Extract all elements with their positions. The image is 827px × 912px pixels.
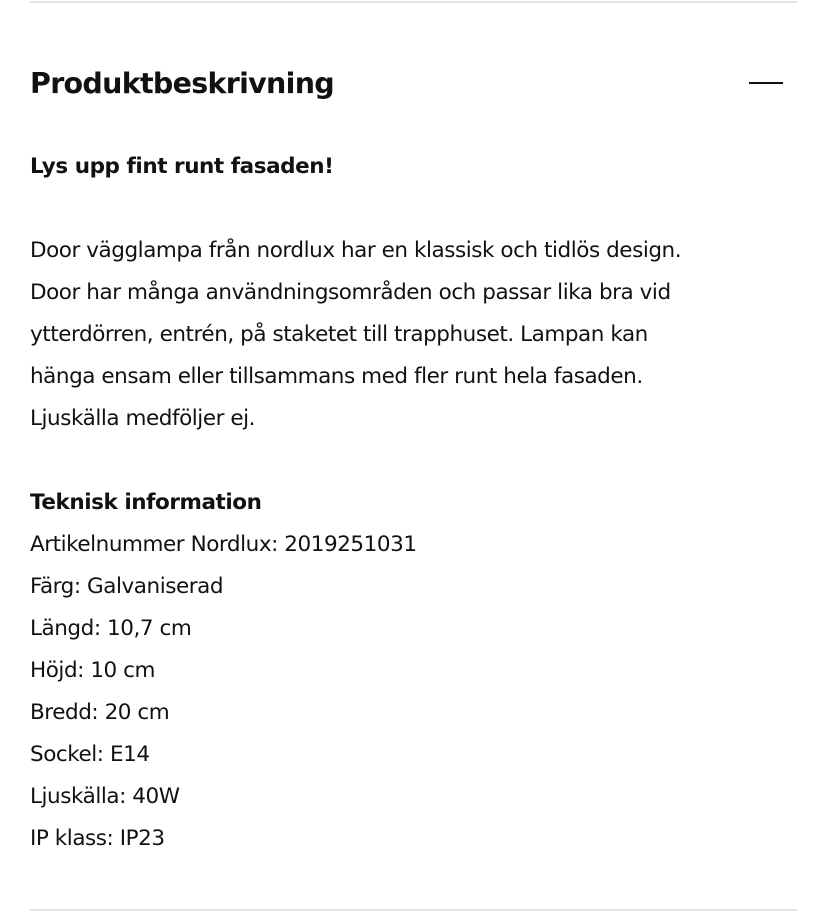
collapse-toggle-button[interactable] <box>748 74 784 94</box>
description-headline: Lys upp fint runt fasaden! <box>30 154 334 179</box>
technical-info-heading: Teknisk information <box>30 490 262 515</box>
paragraph-spacer <box>30 188 797 230</box>
paragraph-spacer <box>30 440 797 482</box>
minus-icon <box>749 82 783 84</box>
description-line: Door vägglampa från nordlux har en klassisk och tidlös design. <box>30 238 682 263</box>
spec-item: Färg: Galvaniserad <box>30 574 224 599</box>
accordion-header[interactable] <box>30 60 797 108</box>
description-line: Door har många användningsområden och passar lika bra vid <box>30 280 671 305</box>
description-line: Ljuskälla medföljer ej. <box>30 406 256 431</box>
spec-item: IP klass: IP23 <box>30 826 165 851</box>
spec-item: Sockel: E14 <box>30 742 150 767</box>
spec-item: Höjd: 10 cm <box>30 658 156 683</box>
top-divider <box>30 1 797 3</box>
product-description <box>30 146 797 860</box>
description-line: ytterdörren, entrén, på staketet till trapphuset. Lampan kan <box>30 322 648 347</box>
spec-item: Längd: 10,7 cm <box>30 616 192 641</box>
bottom-divider <box>30 909 797 911</box>
spec-item: Ljuskälla: 40W <box>30 784 180 809</box>
spec-item: Bredd: 20 cm <box>30 700 170 725</box>
accordion-title: Produktbeskrivning <box>30 67 334 100</box>
spec-item: Artikelnummer Nordlux: 2019251031 <box>30 532 417 557</box>
description-line: hänga ensam eller tillsammans med fler runt hela fasaden. <box>30 364 643 389</box>
